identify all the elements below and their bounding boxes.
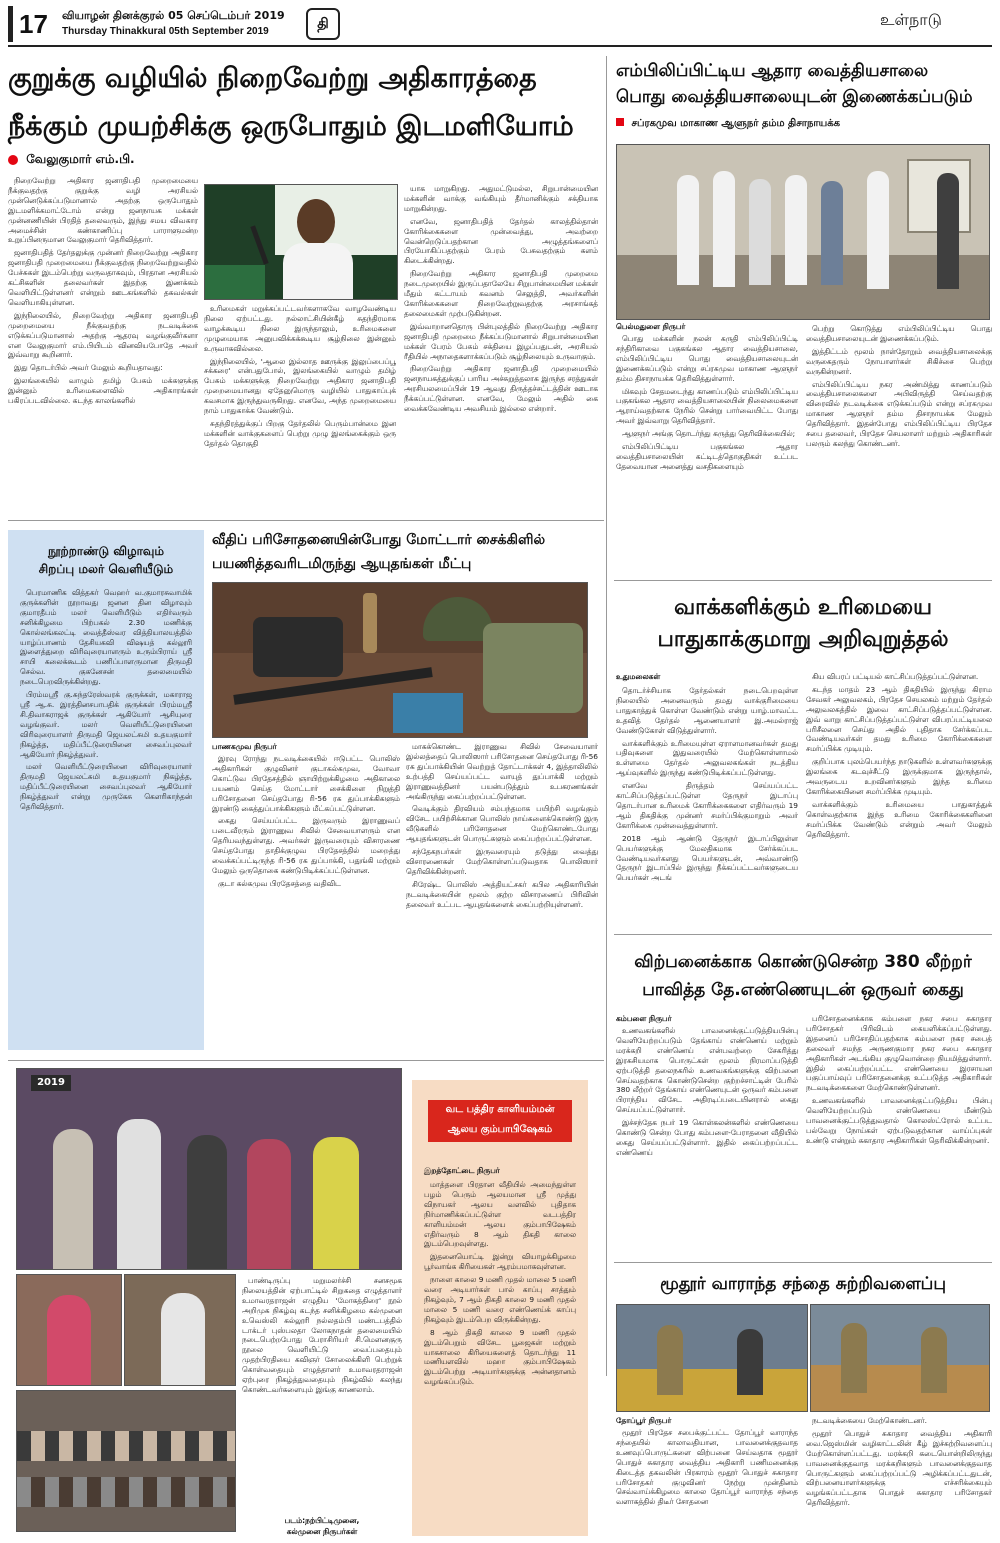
market-headline: மூதூர் வாராந்த சந்தை சுற்றிவளைப்பு — [660, 1274, 946, 1294]
vote-byline: உதுமலைகள் — [616, 672, 661, 681]
oil-headline-line1: விற்பனைக்காக கொண்டுசென்ற 380 லீற்றர் — [634, 952, 972, 972]
vote-col-2 — [806, 672, 992, 922]
person — [187, 1135, 227, 1269]
paragraph: இதனையொட்டி இன்று வியாழக்கிழமை பூர்வாங்க கிரியைகள் ஆரம்பமாகவுள்ளன. — [424, 1252, 576, 1272]
person — [713, 171, 735, 287]
speaker-body — [283, 243, 353, 299]
paragraph: கடந்த மாதம் 23 ஆம் திகதியில் இருந்து கிராம சேவகர் அலுவலகம், பிரதேச செயலகம் மற்றும் தேர்தல் அலுவலகத்தில் இவை காட்சிப்படுத்தப்பட்டுள்ளன. இவ் வாறு காட்சிப்படுத்தப்பட்டுள்ள விபரப்பட்டியலை பரிசீலனை செய்து அதில் புதிதாக சேர்க்கப்பட வேண்டியவர்கள் தமது உரிமை கோரிக்கைகளை சமர்ப்பிக்க முடியும். — [806, 684, 992, 754]
main-col-1 — [8, 176, 198, 476]
paragraph: 8 ஆம் திகதி காலை 9 மணி முதல் இடம்பெறும் விசேட பூஜைகள் மற்றும் யாகசாலை கிரியைகளைத் தொடர்ந்து 11 மணியளவில் மஹா கும்பாபிஷேகம் இடம்பெற்று அடியார்களுக்கு அன்னதானம் வழங்கப்படும். — [424, 1327, 576, 1387]
weapons-col-2 — [406, 742, 598, 1050]
paragraph: பெற்று கொடுத்து எம்பிலிப்பிட்டிய பொது வைத்தியசாலையுடன் இணைக்கப்படும். — [806, 324, 992, 343]
seized-weapons-photo — [212, 582, 588, 738]
audience-row — [17, 1477, 235, 1507]
speaker-head — [297, 199, 335, 245]
section-divider — [614, 1262, 992, 1263]
person — [749, 179, 771, 285]
main-byline — [8, 152, 135, 168]
oil-col-2 — [806, 1014, 992, 1254]
market-photo-right — [810, 1304, 990, 1412]
person — [313, 1137, 359, 1269]
microphone-icon — [250, 225, 268, 264]
person — [47, 1295, 91, 1385]
main-col-2 — [204, 304, 396, 476]
section-divider — [8, 520, 604, 521]
person — [821, 181, 843, 285]
paragraph: பிரம்மஸ்ரீ கு.சுந்தரேஸ்வரக் குருக்கள், மகாராஜ ஸ்ரீ ஆ.சு. இரத்தினசபாபதிக் குருக்கள் பிரம்மஸ்ரீ சி.திவாகராஜக் குருக்கள் ஆகியோர் ஆசியுரை வழங்குவர். மலர் வெளியீட்டுரையினை விரிவுரையாளர் திருமதி ஜெயலட்சுமி உதயகுமார் நிகழ்த்த, மதிப்பீட்டுரையினை சைவப்புலவர் ஆகியோர் நிகழ்த்துவர். — [20, 690, 192, 759]
paragraph: வாக்களிக்கும் உரிமையுள்ள ஏராளமானவர்கள் தமது பதிவுகளை இதுவரையில் மேற்கொள்ளாமல் உள்ளமை தேர்தல் அலுவலகங்கள் நடத்திய ஆய்வுகளில் இருந்து கண்டுபிடிக்கப்பட்டுள்ளது. — [616, 738, 798, 778]
person — [161, 1293, 205, 1385]
paragraph: மிகவும் சேதமடைந்து காணப்படும் எம்பிலிப்பிட்டிய பகுகங்கல ஆதார வைத்தியசாலையின் நிலைமைகளை ஆராய்வதற்காக நேரில் சென்று பார்வையிட்ட போது அவர் இவ்வாறு தெரிவித்தார். — [616, 386, 798, 426]
vote-col-1 — [616, 686, 798, 922]
paragraph: மாகக்கொண்ட இராணுவ சிவில் சேவையாளர் இல்லத்தைப் பொலிஸார் பரிசோதனை செய்தபோது ரி-56 ரக துப்பாக்கியின் வெற்றுத் தோட்டாக்கள் 4, இத்தாலிலில் உற்பத்தி செய்யப்பட்ட வாயுத் துப்பாக்கி மற்றும் இராணுவத்தினர் பயன்படுத்தும் உபகரணங்கள் அங்கிருந்து கைப்பற்றப்பட்டுள்ளன. — [406, 742, 598, 801]
hospital-col-2 — [806, 324, 992, 524]
oil-byline: கம்பளை நிருபர் — [616, 1014, 672, 1023]
market-col-1 — [616, 1428, 798, 1538]
red-square-icon — [616, 118, 624, 126]
person — [937, 173, 959, 289]
temple-body — [424, 1180, 576, 1528]
paragraph: நடவடிக்கையை மேற்கொண்டனர். — [812, 1416, 927, 1425]
paragraph: நிறைவேற்று அதிகார ஜனாதிபதி முறைமையை நீக்குவதற்கு குறுக்கு வழி அரசியல் முன்னெடுக்கப்படுமானால் அதற்கு ஒருபோதும் இடமளிக்கமாட்டோம் என்று ஜனநாயக மக்கள் முன்னணியின் பிரதித் தலைவரும், இந்து சமய விவகார அமைச்சின் கண்காணிப்பு பாராளுமன்ற உறுப்பினருமான வேலுகுமார் தெரிவித்தார். — [8, 176, 198, 245]
officer — [657, 1325, 683, 1395]
paragraph: வெடிக்கும் திரவியம் சம்பந்தமாக பயிற்சி வழங்கும் விசேட பயிற்சிக்கான பொலிஸ் நாய்களைக்கொண்டு இரு வீடுகளில் பரிசோதனை மேற்கொண்டபோது ஆயுதங்களுடன் பொருட்களும் கைப்பற்றப்பட்டுள்ளன. — [406, 804, 598, 844]
paragraph: உரிமைகள் மறுக்கப்பட்டவர்களாகவே வாழவேண்டிய நிலை ஏற்பட்டது. நல்லாட்சியின்கீழ் சுதந்திரமாக வாழக்கூடிய நிலை இருந்தாலும், உரிமைகளை முழுமையாக அனுபவிக்கக்கூடிய சூழ்நிலை இன்னும் உருவாகவில்லை. — [204, 304, 396, 353]
paragraph: குறிப்பாக புலம்பெயர்ந்த நாடுகளில் உள்ளவர்களுக்கு இலங்கை கடவுச்சீட்டு இருக்குமாக இருந்தால், அவருடைய உறவினர்களும் இந்த உரிமை கோரிக்கையினை சமர்ப்பிக்க முடியும். — [806, 757, 992, 796]
box — [393, 693, 463, 733]
paragraph: வாக்களிக்கும் உரிமையை பாதுகாத்துக் கொள்வதற்காக இந்த உரிமை கோரிக்கைகளினை சமர்ப்பிக்க வேண்டும் என்றும் அவர் மேலும் தெரிவித்தார். — [806, 799, 992, 839]
paragraph: 2018 ஆம் ஆண்டு தேருநர் இடாப்பிலுள்ள பெயர்களுக்கு மேலதிகமாக சேர்க்கப்பட வேண்டியவர்களது பெயர்களுடன், அவ்வாண்டு தேருநர் இடாப்பில் இருந்து நீக்கப்பட்டவர்களுடைய பெயர்கள் அடங் — [616, 833, 798, 883]
section-divider — [614, 934, 992, 935]
event-year-banner: 2019 — [31, 1075, 71, 1091]
weapons-headline-line1: வீதிப் பரிசோதனையின்போது மோட்டார் சைக்கிளில் — [212, 532, 546, 548]
paragraph: பரிசோதனைக்காக கம்பளை நகர சபை சுகாதார பரிசோதகர் பிரிவிடம் கையளிக்கப்பட்டுள்ளது. இதனைப் பரிசோதிப்பதற்காக கம்பளை நகர சபைத் தலைவர் சமந்த அருணகுமார நகர சபை சுகாதார அதிகாரிகள் அடங்கிய குழுவொன்றை நியமித்துள்ளார். இதில் கைப்பற்றப்பட்ட எண்ணெயை இரசாயன பகுப்பாய்வுப் பரிசோதனைக்கு உட்படுத்த அதிகாரிகள் நடவடிக்கைகளை மேற்கொண்டுள்ளனர். — [806, 1014, 992, 1093]
paragraph: மூதூர் பிரதேச சபைக்குட்பட்ட தோப்பூர் வாராந்த சந்தையில் காலாவதியான, பாவனைக்குதவாத உணவுப்பொருட்களை விற்பனை செய்வதாக மூதூர் பொதுச் சுகாதார வைத்திய அதிகாரி பணிமனைக்கு கிடைத்த தகவலின் பிரகாரம் மூதூர் பொதுச் சுகாதார பரிசோதகர் குழுவினர் நேற்று முன்தினம் செவ்வாய்க்கிழமை காலை தோப்பூர் வாராந்த சந்தை வளாகத்தில் திடீர் சோதனை — [616, 1428, 798, 1507]
paragraph: இந்நிலையில், நிறைவேற்று அதிகார ஜனாதிபதி முறைமையை நீக்குவதற்கு நடவடிக்கை எடுக்கப்படுமானால் அதற்கு ஆதரவு வழங்குவீர்களா என வேலுகுமார் எம்.பியிடம் வினவியபோதே அவர் இவ்வாறு கூறினார். — [8, 310, 198, 360]
temple-heading — [428, 1100, 572, 1142]
photo-credit-line2: கல்முனை நிருபர்கள் — [286, 1527, 358, 1536]
market-photo-left — [616, 1304, 808, 1412]
market-col-2 — [806, 1416, 992, 1538]
hospital-byline: பெல்மதுளை நிருபர் — [616, 322, 686, 331]
hospital-headline-line2: பொது வைத்தியசாலையுடன் இணைக்கப்படும் — [616, 87, 973, 107]
red-bullet-icon — [8, 155, 18, 165]
weapons-col-1 — [212, 754, 400, 1050]
bottle — [363, 593, 377, 653]
hospital-col-1 — [616, 334, 798, 524]
book-launch-text — [242, 1276, 402, 1512]
section-divider — [8, 1060, 604, 1061]
book-launch-photo-audience — [16, 1390, 236, 1532]
paragraph: நிறைவேற்று அதிகார ஜனாதிபதி முறைமை நடைமுறையில் இருப்பதாலேயே சிறுபான்மையின மக்கள் மீதும் கட்டாயம் கவனம் செலுத்தி, அவர்களின் கோரிக்கைகளை நிறைவேற்றுவதற்கு அரசாங்கத் தலைமைகள் முற்படுகின்றன. — [404, 269, 598, 318]
person — [117, 1119, 161, 1269]
masthead-rule — [8, 45, 992, 47]
bag — [253, 617, 343, 677]
paragraph: ஜனாதிபதித் தேர்தலுக்கு முன்னர் நிறைவேற்று அதிகார ஜனாதிபதி முறைமையை நீக்குவதற்கு நிறைவேற்றுவதில் பேச்சுகள் இடம்பெற்று வருவதாகவும், பிரதான அரசியல் கட்சிகளின் தலைவர்கள் இதற்கு இணக்கம் வெளியிட்டுள்ளனர் என்றும் ஊடகங்களில் தகவல்கள் வெளியாகியுள்ளன. — [8, 248, 198, 307]
paragraph: இரவு ரோந்து நடவடிக்கையில் ஈடுபட்ட பொலிஸ் அதிகாரிகள் குழுவினர் குடாகல்கமுவ, வோவா கொட்டுவ பிரதேசத்தில் ஞாயிற்றுக்கிழமை அதிகாலை பயணம் செய்த மோட்டார் சைக்கிளை நிறுத்தி பரிசோதனை செய்தபோது ரி-56 ரக துப்பாக்கிகளும் இரண்டு கைத்துப்பாக்கிகளும் மீட்கப்பட்டுள்ளன. — [212, 754, 400, 813]
paragraph: உணவகங்களில் பாவனைக்குட்படுத்தியபின்பு வெளியேற்றப்படும் தேங்காய் எண்ணெய் மற்றும் மரக்கறி எண்ணெய் என்பவற்றை சேகரித்து இரகசியமாக பொருட்கள் மூலம் நிரமாப்படுத்தி ஏற்படுத்தி தலைநகரில் உணவகங்களுக்கு விற்பனை செய்வதற்காக கொண்டுசென்ற குற்றச்சாட்டின் பேரில் 380 லீற்றர் தேங்காய் எண்ணெயுடன் ஒருவர் கம்பளை பிராந்திய விசேட அதிரடிப்படையினரால் கைது செய்யப்பட்டுள்ளார். — [616, 1026, 798, 1115]
paragraph: இது தொடர்பில் அவர் மேலும் கூறியதாவது: — [14, 363, 163, 373]
paragraph: ஆளுநர் அங்கு தொடர்ந்து கருத்து தெரிவிக்கையில்; — [622, 429, 796, 439]
paragraph: சந்தேகநபர்கள் இருவரையும் தடுத்து வைத்து விசாரணைகள் மேற்கொள்ளப்படுவதாக பொலிஸார் தெரிவிக்கின்றனர். — [406, 847, 598, 876]
paragraph: சுதந்திரத்துக்குப் பிறகு தேர்தலில் பெரும்பான்மை இன மக்களின் வாக்குகளைப் பெற்று முழு இலங்கைக்கும் ஒரு தேர்தல் தொகுதி — [204, 418, 396, 448]
backpack — [483, 623, 583, 713]
page-masthead — [0, 0, 1000, 50]
hospital-subhead — [616, 118, 840, 130]
paragraph: இச்சந்தேக நபர் 19 கொள்கலன்களில் எண்ணெயை கொண்டு சென்ற போது கம்பளை-பேராதனை வீதியில் கைது செய்யப்பட்டுள்ளார். இதில் கைப்பற்றப்பட்ட எண்ணெய் — [616, 1118, 798, 1157]
date-english: Thursday Thinakkural 05th September 2019 — [62, 26, 269, 37]
paragraph: நாளை காலை 9 மணி முதல் மாலை 5 மணி வரை அடியார்கள் பால் காப்பு சாத்தும் நிகழ்வும், 7 ஆம் திகதி காலை 9 மணி முதல் மாலை 5 மணி வரை எண்ணெய்க் காப்பு நிகழ்வும் இடம்பெற விருக்கின்றது. — [424, 1275, 576, 1324]
paragraph: இவ்வாறானதொரு பின்புலத்தில் நிறைவேற்று அதிகார ஜனாதிபதி முறைமை நீக்கப்படுமானால் சிறுபான்மையின மக்கள் பேரம் பேசும் சக்தியை இழப்பதுடன், அரசியல் ரீதியில் அநாதைகளாக்கப்படும் சூழ்நிலையும் உருவாகும். — [404, 321, 598, 361]
section-name: உள்நாடு — [880, 10, 942, 29]
book-launch-photo-small-2 — [124, 1274, 236, 1386]
paragraph: தொடர்ச்சியாக தேர்தல்கள் நடைபெறவுள்ள நிலையில் அனைவரும் தமது வாக்குரிமையை பாதுகாத்துக் கொள்ள வேண்டும் என்று யாழ்.மாவட்ட உதவித் தேர்தல் ஆணையாளர் இ.அமல்ராஜ் வேண்டுகோள் விடுத்துள்ளார். — [616, 686, 798, 735]
paragraph: யாக மாறுகிறது. அதுமட்டுமல்ல, சிறுபான்மையின மக்களின் வாக்கு வங்கியும் தீர்மானிக்கும் சக்தியாக மாறுகின்றது. — [404, 184, 598, 213]
newspaper-logo: தி — [306, 8, 340, 40]
temple-heading-line1: வட பத்திர காளியம்மன் — [445, 1104, 555, 1115]
paragraph: இத்திட்டம் மூலம் நாள்தோறும் வைத்தியசாலைக்கு வருகைதரும் நோயாளர்கள் சிகிச்சை பெற்று வருகின்றனர். — [806, 346, 992, 376]
audience-row — [17, 1431, 235, 1461]
oil-col-1 — [616, 1026, 798, 1254]
centenary-body — [20, 588, 192, 1040]
subhead-text: சப்ரகமுவ மாகாண ஆளுநர் தம்ம திசாநாயக்க — [631, 118, 840, 129]
book-launch-photo-main — [16, 1068, 402, 1270]
hospital-visit-photo — [616, 144, 990, 320]
paragraph: மாத்தளை பிரதான வீதியில் அமைந்துள்ள பழம் பெரும் ஆலயமான ஸ்ரீ முத்து விநாயகர் ஆலய வளவில் புதிதாக நிர்மாணிக்கப்பட்டுள்ள வடபத்திர காளியம்மன் ஆலய கும்பாபிஷேகம் எதிர்வரும் 8 ஆம் திகதி காலை இடம்பெறவுள்ளது. — [424, 1180, 576, 1249]
paragraph: எம்பிலிப்பிட்டிய பகுகங்கல ஆதார வைத்தியசாலையின் கட்டிடத்தொகுதிகள் உட்பட தேவையான அனைத்து வசதிகளையும் — [616, 442, 798, 471]
weapons-byline: பாணகமுவ நிருபர் — [212, 742, 277, 751]
hospital-headline-line1: எம்பிலிப்பிட்டிய ஆதார வைத்தியசாலை — [616, 61, 929, 81]
market-byline: தோப்பூர் நிருபர் — [616, 1416, 672, 1425]
podium — [205, 265, 265, 299]
speaker-photo — [204, 184, 398, 300]
paragraph: குடா கல்கமுவ பிரதேசத்தை வதிவிட — [218, 878, 341, 888]
stall — [811, 1365, 989, 1411]
paragraph: உணவகங்களில் பாவனைக்குட்படுத்திய பின்பு வெளியேற்றப்படும் எண்ணெயை மீண்டும் பாவனைக்குட்படுத்துவதால் கொலஸ்ட்ரோல் உட்பட பல்வேறு நோய்கள் ஏற்படுவதற்கான வாய்ப்புகள் உண்டு என்றும் சுகாதார அதிகாரிகள் தெரிவிக்கின்றனர். — [806, 1096, 992, 1145]
paragraph: எம்பிலிப்பிட்டிய நகர அண்மித்து காணப்படும் வைத்தியசாலைகளை அபிவிருத்தி செய்வதற்கு விரைவில் நடவடிக்கை எடுக்கப்படும் என்று சப்ரகமுவ மாகாண ஆளுநர் தம்ம திசாநாயக்க மேலும் தெரிவித்தார். இதன்போது எம்பிலிப்பிட்டிய பிரதேச சபை தலைவர், பிரதேச செயலாளர் மற்றும் அதிகாரிகள் பலரும் கலந்து கொண்டனர். — [806, 379, 992, 448]
centenary-heading-line2: சிறப்பு மலர் வெளியீடும் — [38, 562, 174, 576]
book-launch-photo-small-1 — [16, 1274, 122, 1386]
paragraph: எனவே, ஜனாதிபதித் தேர்தல் காலத்தில்தான் கோரிக்கைகளை முன்வைத்து, அவற்றை வென்றெடுப்பதற்கான அழுத்தங்களைப் பிரயோகிப்பதற்கும் பேரம் பேசுவதற்கும் களம் கிடைக்கின்றது. — [404, 216, 598, 266]
vote-headline-line2: பாதுகாக்குமாறு அறிவுறுத்தல் — [657, 627, 949, 652]
page-number: 17 — [8, 6, 59, 42]
byline-text: வேலுகுமார் எம்.பி. — [26, 152, 135, 166]
paragraph: கிய விபரப் பட்டியல் காட்சிப்படுத்தப்பட்டுள்ளன. — [812, 672, 979, 681]
weapons-headline-line2: பயணித்தவரிடமிருந்து ஆயுதங்கள் மீட்பு — [212, 556, 472, 572]
person — [53, 1129, 93, 1269]
date-tamil: வியாழன் தினக்குரல் 05 செப்டெம்பர் 2019 — [62, 9, 285, 22]
paragraph: இந்நிலையில், 'ஆலை இல்லாத ஊருக்கு இலுப்பைப்பூ சக்கரை' என்பதுபோல், இலங்கையில் வாழும் தமிழ் பேசும் மக்களுக்கு நிறைவேற்று அதிகார ஜனாதிபதி முறைமையானது ஏதேனுமொரு வழியில் பாதுகாப்புக் கவசமாக இருந்துவருகிறது. எனவே, அந்த முறைமையை நாம் பாதுகாக்க வேண்டும். — [204, 356, 396, 416]
paragraph: மலர் வெளியீட்டுரையினை விரிவுரையாளர் திருமதி ஜெயலட்சுமி உதயகுமார் நிகழ்த்த, மதிப்பீட்டுரையினை சைவப்புலவர் ஆகியோர் நிகழ்த்துவர் என்று முருகேசு கௌரிகாந்தன் தெரிவித்தார். — [20, 762, 192, 812]
paragraph: எனவே திருத்தம் செய்யப்பட்ட காட்சிப்படுத்தப்பட்டுள்ள தேருநர் இடாப்பு தொடர்பான உரிமைக் கோரிக்கைகளை எதிர்வரும் 19 ஆம் திகதிக்கு முன்னர் சமர்ப்பிக்குமாறும் அவர் கோரிக்கை முன்வைத்துள்ளார். — [616, 781, 798, 830]
paragraph: பொது மக்களின் நலன் கருதி எம்பிலிப்பிட்டி சந்திரிகாவை பகுகங்கல ஆதார வைத்தியசாலை, எம்பிலிப்பிட்டிய பொது வைத்தியசாலையுடன் இணைக்கப்படும் என்று சப்ரகமுவ மாகாண ஆளுநர் தம்ம திசாநாயக்க தெரிவித்துள்ளார். — [616, 334, 798, 383]
temple-byline: இறத்தோட்டை நிருபர் — [424, 1166, 500, 1175]
main-headline-line2: நீக்கும் முயற்சிக்கு ஒருபோதும் இடமளியோம் — [8, 111, 574, 142]
oil-headline-line2: பாவித்த தே.எண்ணெயுடன் ஒருவர் கைது — [642, 980, 964, 1000]
person — [785, 175, 807, 285]
paragraph: பாண்டிருப்பு மறுமலர்ச்சி சனசமூக நிலையத்தின் ஏற்பாட்டில் சிறுகதை எழுத்தாளர் உமாவரதராஜன் எழுதிய 'மோகத்திரை' நூல் அறிமுக நிகழ்வு கடந்த சனிக்கிழமை கல்முனை உவெஸ்லி கல்லூரி நல்லதம்பி மண்டபத்தில் டாக்டர் புஸ்பலதா லோகநாதன் தலைமையில் நடைபெற்றபோது பேராசிரியர் சி.மௌனகுரு நூலை வெளியிட்டு வைப்பதையும் முதற்பிரதியை கவிஞர் சோலைக்கிளி பெற்றுக் கொள்வதையும் எழுத்தாளர் உமாவரதராஜன் ஏற்புரை நிகழ்த்துவதையும் நிகழ்வில் கலந்து கொண்டவர்களையும் இங்கு காணலாம். — [242, 1276, 402, 1394]
paragraph: இலங்கையில் வாழும் தமிழ் பேசும் மக்களுக்கு இன்னும் உரிமைகளைவில் அதிகாரங்கள் பகிரப்படவில்லை. கடந்த காலங்களில் — [8, 376, 198, 406]
person — [867, 171, 889, 289]
paragraph: பெரமாணிக வித்தகர் வெஹர் வ.குமாரசுவாமிக் குருக்களின் நூறாவது ஜனன தின விழாவும் குமாரதீபம் மலர் வெளியீடும் எதிர்வரும் சனிக்கிழமை பிற்பகல் 2.30 மணிக்கு கொல்லங்கலட்டி வைத்தீஸ்வர வித்தியாலயத்தில் யாழ்ப்பாணம் தேசியகவி விஷயத் கல்லூரி இளைத்துறை விரிவுரையாளரும் உரும்பிராய் ஸ்ரீ சாயி கலைக்கூடம் பணிப்பாளருமான திருமதி செல்வ. குகனேசன் தலைமையில் நடைபெறவிருக்கின்றது. — [20, 588, 192, 687]
paragraph: மூதூர் பொதுச் சுகாதார வைத்திய அதிகாரி வை.ஜெஸ்மின் வழிகாட்டலின் கீழ் இச்சுற்றிவளைப்பு மேற்கொள்ளப்பட்டது. மரக்கறி கடையொன்றிலிருந்து பாவனைக்குதவாத மரக்கறிகளும் பாவனைக்குதவாத பொருட்களும் கைப்பற்றப்பட்டு அழிக்கப்பட்டதுடன், விற்பனையாளர்களுக்கு எச்சரிக்கையும் வழங்கப்பட்டதாக பொதுச் சுகாதார பரிசோதகர் தெரிவித்தார். — [806, 1428, 992, 1508]
column-divider — [606, 56, 607, 1376]
main-col-3 — [404, 184, 598, 476]
vote-headline-line1: வாக்களிக்கும் உரிமையை — [674, 595, 932, 620]
photo-credit-line1: படம்:நற்பிட்டிமுனை, — [284, 1516, 360, 1525]
officer — [841, 1323, 867, 1393]
paragraph: கைது செய்யப்பட்ட இருவரும் இராணுவப் படைவீரரும் இராணுவ சிவில் சேவையாளரும் என தெரியவந்துள்ளது. அவர்கள் இருவரையும் விசாரணை செய்தபோது தாதிக்குழுவ பிரதேசத்தில் மறைத்து வைக்கப்பட்டிருந்த ரி-56 ரக துப்பாக்கி, பதுங்கி மற்றும் மேலும் ஒருதொகை கண்டுபிடிக்கப்பட்டுள்ளன. — [212, 816, 400, 875]
person — [247, 1139, 291, 1269]
paragraph: நிறைவேற்று அதிகார ஜனாதிபதி முறைமையில் ஜனநாயகத்துக்குப் பாரிய அச்சுறுத்தலாக இருந்த சரத்துகள் அரசியலமைப்பின் 19 ஆவது திருத்தச்சட்டத்தின் ஊடாக நீக்கப்பட்டுள்ளன. எனவே, மேலும் அதில் கை வைக்கவேண்டிய அவசியம் இல்லை என்றார். — [404, 364, 598, 414]
main-headline-line1: குறுக்கு வழியில் நிறைவேற்று அதிகாரத்தை — [8, 63, 537, 94]
temple-heading-line2: ஆலய கும்பாபிஷேகம் — [447, 1124, 553, 1135]
section-divider — [614, 580, 992, 581]
person — [677, 175, 699, 285]
paragraph: சிரேஷ்ட பொலிஸ் அத்தியட்சகர் கபில அதிகாரியின் நடவடிக்கையின் மூலம் குற்ற விசாரணைப் பிரிவின் தலைவர் உட்பட ஆயுதங்களைக் கைப்பற்றியுள்ளனர். — [406, 879, 598, 909]
centenary-box — [8, 530, 204, 1050]
centenary-heading-line1: நூற்றாண்டு விழாவும் — [47, 544, 165, 558]
vegetables — [617, 1369, 807, 1411]
officer — [921, 1327, 947, 1393]
vendor — [737, 1329, 763, 1395]
temple-box — [412, 1080, 588, 1536]
